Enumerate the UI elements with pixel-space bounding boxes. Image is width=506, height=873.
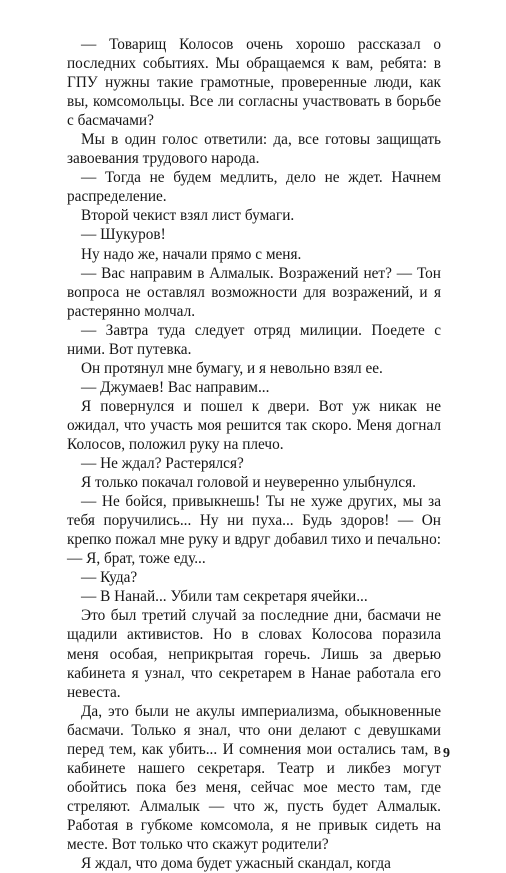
page-number: 9 [443, 746, 450, 761]
paragraph: Второй чекист взял лист бумаги. [81, 207, 295, 225]
paragraph: — Завтра туда следует отряд милиции. Поедете с ними. Вот путевка. [67, 321, 441, 358]
body-text [67, 35, 441, 873]
paragraph: — Шукуров! [81, 226, 166, 244]
paragraph: Я ждал, что дома будет ужасный скандал, когда [81, 855, 391, 873]
paragraph: — Не ждал? Растерялся? [81, 455, 244, 473]
paragraph: — Не бойся, привыкнешь! Ты не хуже других, мы за тебя поручились... Ну ни пуха... Будь здоров! — Он крепко пожал мне руку и вдруг добавил тихо и печально: — Я, брат, тоже еду... [67, 493, 441, 568]
paragraph: Да, это были не акулы империализма, обыкновенные басмачи. Только я знал, что они делают с девушками перед тем, как убить... И сомнения мои остались там, в кабинете нашего секретаря. Театр и ликбез могут обойтись пока без меня, сейчас мое место там, где стреляют. Алмалык — что ж, пусть будет Алмалык. Работая в губкоме комсомола, я не привык сидеть на месте. Вот только что скажут родители? [67, 702, 441, 853]
paragraph: Ну надо же, начали прямо с меня. [81, 245, 302, 263]
paragraph: Я повернулся и пошел к двери. Вот уж никак не ожидал, что участь моя решится так скоро. Меня догнал Колосов, положил руку на плечо. [67, 397, 441, 453]
paragraph: Я только покачал головой и неуверенно улыбнулся. [81, 474, 416, 492]
paragraph: — Товарищ Колосов очень хорошо рассказал о последних событиях. Мы обращаемся к вам, ребята: в ГПУ нужны такие грамотные, проверенные люди, как вы, комсомольцы. Все ли согласны участвовать в борьбе с басмачами? [67, 36, 441, 130]
paragraph: — Вас направим в Алмалык. Возражений нет? — Тон вопроса не оставлял возможности для возражений, и я растерянно молчал. [67, 264, 441, 320]
paragraph: Это был третий случай за последние дни, басмачи не щадили активистов. Но в словах Колосова поразила меня особая, неприкрытая горечь. Лишь за дверью кабинета я узнал, что секретарем в Нанае работала его невеста. [67, 607, 441, 701]
paragraph: Он протянул мне бумагу, и я невольно взял ее. [81, 359, 383, 377]
paragraph: — Джумаев! Вас направим... [81, 378, 270, 396]
paragraph: Мы в один голос ответили: да, все готовы защищать завоевания трудового народа. [67, 131, 441, 168]
paragraph: — Куда? [81, 569, 138, 587]
paragraph: — Тогда не будем медлить, дело не ждет. Начнем распределение. [67, 169, 441, 206]
paragraph: — В Нанай... Убили там секретаря ячейки... [81, 588, 368, 606]
